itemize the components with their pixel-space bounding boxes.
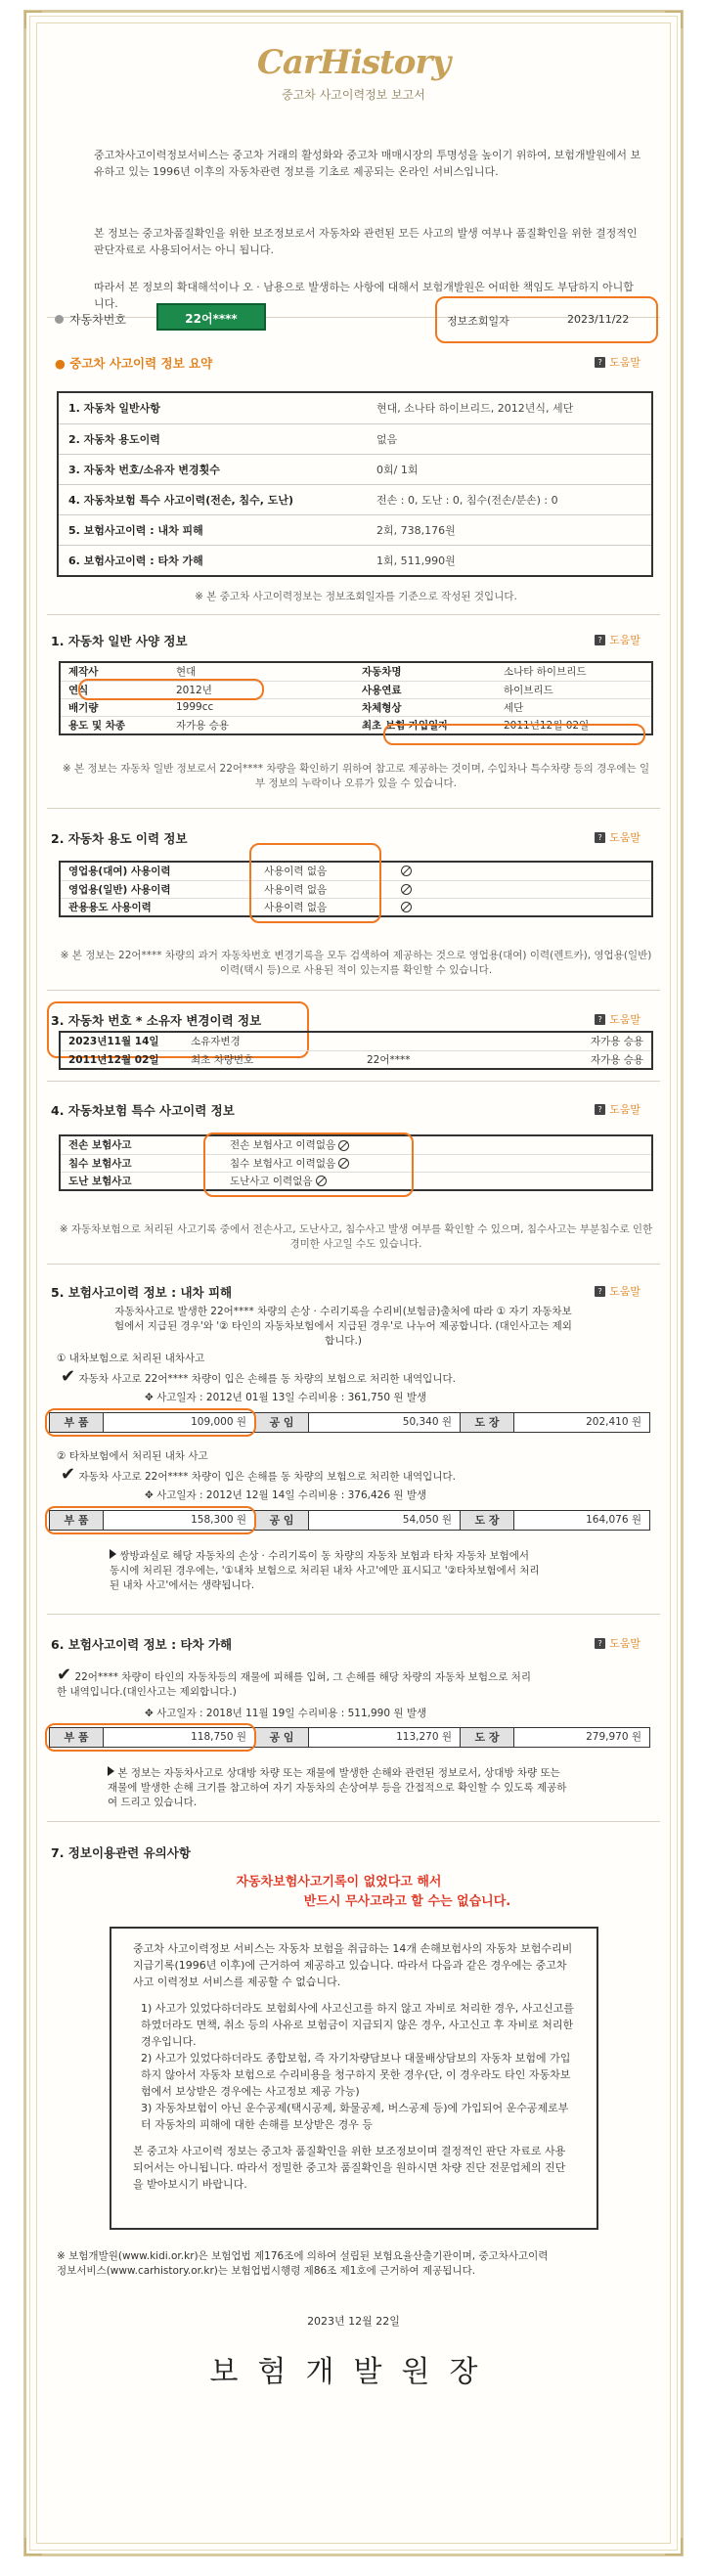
help-button[interactable]: ? 도움말: [595, 632, 641, 647]
corner-ornament: [24, 2538, 42, 2555]
help-button[interactable]: ? 도움말: [595, 1635, 641, 1651]
paint-label: 도 장: [461, 1413, 514, 1432]
own-damage-note: 쌍방과실로 해당 자동차의 손상 · 수리기록이 동 차량의 자동차 보험과 타차 자동차 보험에서 동시에 처리된 경우에는, '①내차 보험으로 처리된 내차 사고'에만 표시되고 '②타차보험에서 처리된 내차 사고'에서는 생략됩니다.: [110, 1550, 540, 1591]
arrow-icon: [108, 1766, 114, 1776]
summary-key: 4. 자동차보험 특수 사고이력(전손, 침수, 도난): [59, 484, 367, 514]
summary-value: 2회, 738,176원: [367, 514, 651, 545]
divider: [47, 1264, 660, 1265]
divider: [47, 808, 660, 809]
owner-row: [61, 1050, 651, 1068]
summary-table: [57, 391, 653, 577]
intro-paragraph: 따라서 본 정보의 확대해석이나 오 · 남용으로 발생하는 사항에 대해서 보험개발원은 어떠한 책임도 부담하지 아니합니다.: [94, 281, 634, 310]
spec-key: 연식: [61, 681, 168, 698]
spec-key: 제작사: [61, 663, 168, 681]
check-icon: ✔: [57, 1665, 72, 1685]
carhistory-logo: CarHistory: [256, 43, 451, 82]
divider: [47, 990, 660, 991]
usage-value: 사용이력 없음: [264, 901, 328, 913]
spec-value: 2012년: [168, 681, 354, 698]
help-icon: ?: [595, 357, 605, 368]
highlight-box: [203, 1133, 414, 1197]
spec-key: 용도 및 차종: [68, 719, 126, 732]
labor-cost: 50,340 원: [309, 1413, 461, 1432]
usage-key: 관용용도 사용이력: [68, 901, 152, 913]
accident-info: ✥ 사고일자 : 2012년 12월 14일 수리비용 : 376,426 원 발생: [145, 1489, 427, 1501]
spec-value: 2011년12월 02일: [504, 719, 590, 732]
special-empty: [418, 1136, 651, 1154]
special-key: 전손 보험사고: [61, 1136, 222, 1154]
summary-value: 현대, 소나타 하이브리드, 2012년식, 세단: [367, 393, 651, 423]
paint-label: 도 장: [461, 1511, 514, 1530]
legal-note: ※ 보험개발원(www.kidi.or.kr)은 보험업법 제176조에 의하여 설립된 보험요율산출기관이며, 중고차사고이력정보서비스(www.carhistory.or.kr)는 보험업법시행령 제86조 제1호에 근거하여 제공됩니다.: [57, 2250, 549, 2277]
spec-row: [61, 698, 651, 716]
help-icon: ?: [595, 832, 605, 843]
special-note: ※ 자동차보험으로 처리된 사고기록 중에서 전손사고, 도난사고, 침수사고 발생 여부를 확인할 수 있으며, 침수사고는 부분침수로 인한 경미한 사고일 수도 있습니다.: [59, 1223, 653, 1250]
spec-value: 1999cc: [168, 698, 354, 716]
highlight-box: [45, 1408, 256, 1437]
owner-table: [59, 1031, 653, 1070]
parts-cost: 158,300 원: [104, 1511, 255, 1530]
license-plate: 22어****: [156, 303, 266, 331]
owner-row: [61, 1033, 651, 1050]
special-value: 침수 보험사고 이력없음: [222, 1154, 418, 1172]
labor-label: 공 임: [255, 1728, 309, 1747]
labor-cost: 113,270 원: [309, 1728, 461, 1747]
own-damage-sub2: ② 타차보험에서 처리된 내차 사고: [57, 1450, 208, 1462]
report-subtitle: 중고차 사고이력정보 보고서: [282, 88, 425, 102]
spec-value: 세단: [496, 698, 651, 716]
caution-paragraph: 본 중고차 사고이력 정보는 중고차 품질확인을 위한 보조정보이며 결정적인 판단 자료로 사용되어서는 아니됩니다. 따라서 정밀한 중고차 품질확인을 원하시면 차량 진단 전문업체의 진단을 받아보시기 바랍니다.: [133, 2145, 566, 2191]
check-line: ✔ 자동차 사고로 22어**** 차량이 입은 손해를 동 차량의 보험으로 처리한 내역입니다.: [61, 1366, 456, 1387]
divider: [47, 1614, 660, 1615]
summary-value: 1회, 511,990원: [376, 554, 456, 567]
special-value: 전손 보험사고 이력없음: [222, 1136, 418, 1154]
parts-cost: 118,750 원: [104, 1728, 255, 1747]
help-icon: ?: [595, 1014, 605, 1025]
caution-warning: 자동차보험사고기록이 없었다고 해서: [236, 1875, 442, 1889]
car-number-text: 자동차번호: [69, 313, 126, 327]
caution-paragraph: 중고차 사고이력정보 서비스는 자동차 보험을 취급하는 14개 손해보험사의 자동차 보험수리비 지급기록(1996년 이후)에 근거하여 제공하고 있습니다. 따라서 다음과 같은 경우에는 중고차 사고 이력정보 서비스를 제공할 수 없습니다.: [133, 1942, 573, 1988]
labor-label: 공 임: [255, 1413, 309, 1432]
issuer-signature: 보험개발원장: [209, 2355, 498, 2389]
car-number-label: [55, 311, 126, 328]
usage-key: 영업용(일반) 사용이력: [61, 880, 256, 898]
owner-date: 2011년12월 02일: [68, 1053, 159, 1066]
spec-key: 차체형상: [354, 698, 496, 716]
spec-value: 소나타 하이브리드: [496, 663, 651, 681]
check-icon: ✔: [61, 1464, 76, 1485]
owner-desc: 최초 차량번호: [191, 1053, 254, 1066]
divider: [47, 614, 660, 615]
paint-cost: 202,410 원: [514, 1413, 649, 1432]
query-date: 2023/11/22: [567, 313, 630, 326]
no-record-icon: [401, 866, 412, 876]
caution-item: 2) 사고가 있었다하더라도 종합보험, 즉 자기차량담보나 대물배상담보의 자동차 보험에 가입하지 않아서 자동차 보험으로 수리비용을 청구하지 못한 경우(단, 이 경우라도 타인 자동차보험에서 보상받은 경우에는 사고정보 제공 가능): [141, 2052, 571, 2098]
own-damage-title: 5. 보험사고이력 정보 : 내차 피해: [51, 1285, 233, 1300]
special-value: 도난사고 이력없음: [222, 1172, 418, 1189]
caution-item: 1) 사고가 있었다하더라도 보험회사에 사고신고를 하지 않고 자비로 처리한 경우, 사고신고를 하였더라도 면책, 취소 등의 사유로 보험금이 지급되지 않은 경우, 사고신고 후 자비로 처리한 경우입니다.: [141, 2002, 574, 2048]
usage-mark: [393, 898, 651, 915]
labor-cost: 54,050 원: [309, 1511, 461, 1530]
summary-key: 3. 자동차 번호/소유자 변경횟수: [59, 454, 367, 484]
usage-note: ※ 본 정보는 22어**** 차량의 과거 자동차번호 변경기록을 모두 검색하여 제공하는 것으로 영업용(대여) 이력(렌트카), 영업용(일반) 이력(택시 등)으로 사용된 적이 있는지를 확인할 수 있습니다.: [60, 950, 652, 976]
other-damage-title: 6. 보험사고이력 정보 : 타차 가해: [51, 1637, 233, 1652]
help-button[interactable]: ? 도움말: [595, 829, 641, 845]
no-record-icon: [401, 902, 412, 912]
help-icon: ?: [595, 1286, 605, 1297]
check-line: ✔ 자동차 사고로 22어**** 차량이 입은 손해를 동 차량의 보험으로 처리한 내역입니다.: [61, 1464, 456, 1485]
summary-row: [59, 423, 651, 454]
paint-label: 도 장: [461, 1728, 514, 1747]
spec-value: 하이브리드: [496, 681, 651, 698]
help-icon: ?: [595, 1638, 605, 1649]
help-button[interactable]: ? 도움말: [595, 354, 641, 370]
bullet-icon: [55, 315, 64, 324]
parts-cost: 109,000 원: [104, 1413, 255, 1432]
help-icon: ?: [595, 635, 605, 645]
accident-info: ✥ 사고일자 : 2012년 01월 13일 수리비용 : 361,750 원 발생: [145, 1392, 427, 1403]
summary-key: 5. 보험사고이력 : 내차 피해: [59, 514, 367, 545]
paint-cost: 279,970 원: [514, 1728, 649, 1747]
usage-key: 영업용(대여) 사용이력: [61, 863, 256, 880]
arrow-icon: [110, 1549, 116, 1559]
own-damage-sub1: ① 내차보험으로 처리된 내차사고: [57, 1353, 205, 1364]
own-damage-desc: 자동차사고로 발생한 22어**** 차량의 손상 · 수리기록을 수리비(보험금)출처에 따라 ① 자기 자동차보험에서 지급된 경우'와 '② 타인의 자동차보험에서 지급된 경우'로 나누어 제공합니다. (대인사고는 제외합니다.): [114, 1306, 572, 1347]
owner-title: 3. 자동차 번호 * 소유자 변경이력 정보: [51, 1013, 262, 1028]
owner-plate: [359, 1033, 506, 1050]
spec-key: 최초 보험 가입일자: [362, 719, 449, 732]
special-empty: [418, 1154, 651, 1172]
caution-title: 7. 정보이용관련 유의사항: [51, 1845, 191, 1860]
corner-ornament: [665, 2538, 683, 2555]
summary-key: 1. 자동차 일반사항: [59, 393, 367, 423]
summary-title: ● 중고차 사고이력 정보 요약: [55, 356, 213, 371]
summary-row: [59, 514, 651, 545]
help-button[interactable]: ? 도움말: [595, 1011, 641, 1027]
special-key: 도난 보험사고: [68, 1175, 132, 1187]
owner-desc: 소유자변경: [183, 1033, 359, 1050]
summary-key: 2. 자동차 용도이력: [59, 423, 367, 454]
intro-paragraph: 중고차사고이력정보서비스는 중고차 거래의 활성화와 중고차 매매시장의 투명성을 높이기 위하여, 보험개발원에서 보유하고 있는 1996년 이후의 자동차관련 정보를 기초로 제공되는 온라인 서비스입니다.: [94, 149, 641, 178]
corner-ornament: [24, 11, 42, 28]
highlight-box: [78, 679, 264, 700]
owner-type: 자가용 승용: [590, 1053, 643, 1066]
usage-mark: [393, 880, 651, 898]
highlight-box: [249, 843, 381, 923]
parts-label: 부 품: [50, 1511, 104, 1530]
paint-cost: 164,076 원: [514, 1511, 649, 1530]
summary-note: ※ 본 중고차 사고이력정보는 정보조회일자를 기준으로 작성된 것입니다.: [195, 591, 517, 602]
special-key: 침수 보험사고: [61, 1154, 222, 1172]
issue-date: 2023년 12월 22일: [307, 2315, 400, 2328]
special-title: 4. 자동차보험 특수 사고이력 정보: [51, 1103, 235, 1118]
spec-title: 1. 자동차 일반 사양 정보: [51, 634, 188, 648]
accident-info: ✥ 사고일자 : 2018년 11월 19일 수리비용 : 511,990 원 발생: [145, 1708, 427, 1719]
spec-value: 자가용 승용: [176, 719, 230, 732]
no-record-icon: [401, 884, 412, 895]
divider: [47, 1821, 660, 1822]
highlight-box: [45, 1506, 256, 1534]
owner-plate: 22어****: [367, 1053, 411, 1066]
summary-value: 0회/ 1회: [367, 454, 651, 484]
parts-label: 부 품: [50, 1413, 104, 1432]
intro-paragraph: 본 정보는 중고차품질확인을 위한 보조정보로서 자동차와 관련된 모든 사고의 발생 여부나 품질확인을 위한 결정적인 판단자료로 사용되어서는 아니 됩니다.: [94, 227, 638, 256]
special-empty: [418, 1172, 651, 1189]
spec-key: 자동차명: [354, 663, 496, 681]
help-icon: ?: [595, 1104, 605, 1115]
spec-key: 사용연료: [354, 681, 496, 698]
caution-item: 3) 자동차보험이 아닌 운수공제(택시공제, 화물공제, 버스공제 등)에 가입되어 운수공제로부터 자동차의 피해에 대한 손해를 보상받은 경우 등: [141, 2102, 569, 2131]
help-button[interactable]: ? 도움말: [595, 1283, 641, 1299]
summary-row: [59, 484, 651, 514]
spec-value: 현대: [168, 663, 354, 681]
usage-mark: [393, 863, 651, 880]
check-line: ✔ 22어**** 차량이 타인의 자동차등의 재물에 피해를 입혀, 그 손해를 해당 차량의 자동차 보험으로 처리한 내역입니다.(대인사고는 제외합니다.): [57, 1665, 531, 1698]
summary-row: [59, 545, 651, 575]
spec-key: 배기량: [61, 698, 168, 716]
owner-date: 2023년11월 14일: [61, 1033, 183, 1050]
summary-row: [59, 454, 651, 484]
highlight-box: [45, 1723, 256, 1752]
divider: [47, 1081, 660, 1082]
check-icon: ✔: [61, 1366, 76, 1387]
highlight-box: [383, 724, 645, 745]
labor-label: 공 임: [255, 1511, 309, 1530]
other-damage-note: 본 정보는 자동차사고로 상대방 차량 또는 재물에 발생한 손해와 관련된 정보로서, 상대방 차량 또는 재물에 발생한 손해 크기를 참고하여 자기 자동차의 손상여부 등을 간접적으로 확인할 수 있도록 제공하여 드리고 있습니다.: [108, 1767, 567, 1808]
caution-warning: 반드시 무사고라고 할 수는 없습니다.: [303, 1894, 511, 1909]
query-date-label: 정보조회일자: [447, 315, 509, 328]
parts-label: 부 품: [50, 1728, 104, 1747]
spec-note: ※ 본 정보는 자동차 일반 정보로서 22어**** 차량을 확인하기 위하여 참고로 제공하는 것이며, 수입차나 특수차량 등의 경우에는 일부 정보의 누락이나 오류가 있을 수 있습니다.: [62, 763, 650, 789]
summary-value: 전손 : 0, 도난 : 0, 침수(전손/분손) : 0: [367, 484, 651, 514]
corner-ornament: [665, 11, 683, 28]
owner-type: 자가용 승용: [506, 1033, 651, 1050]
summary-value: 없음: [367, 423, 651, 454]
summary-key: 6. 보험사고이력 : 타차 가해: [68, 554, 203, 567]
caution-box: [110, 1927, 598, 2230]
usage-title: 2. 자동차 용도 이력 정보: [51, 831, 188, 846]
summary-row: [59, 393, 651, 423]
usage-value: 사용이력 없음: [256, 863, 393, 880]
help-button[interactable]: ? 도움말: [595, 1101, 641, 1117]
usage-value: 사용이력 없음: [256, 880, 393, 898]
